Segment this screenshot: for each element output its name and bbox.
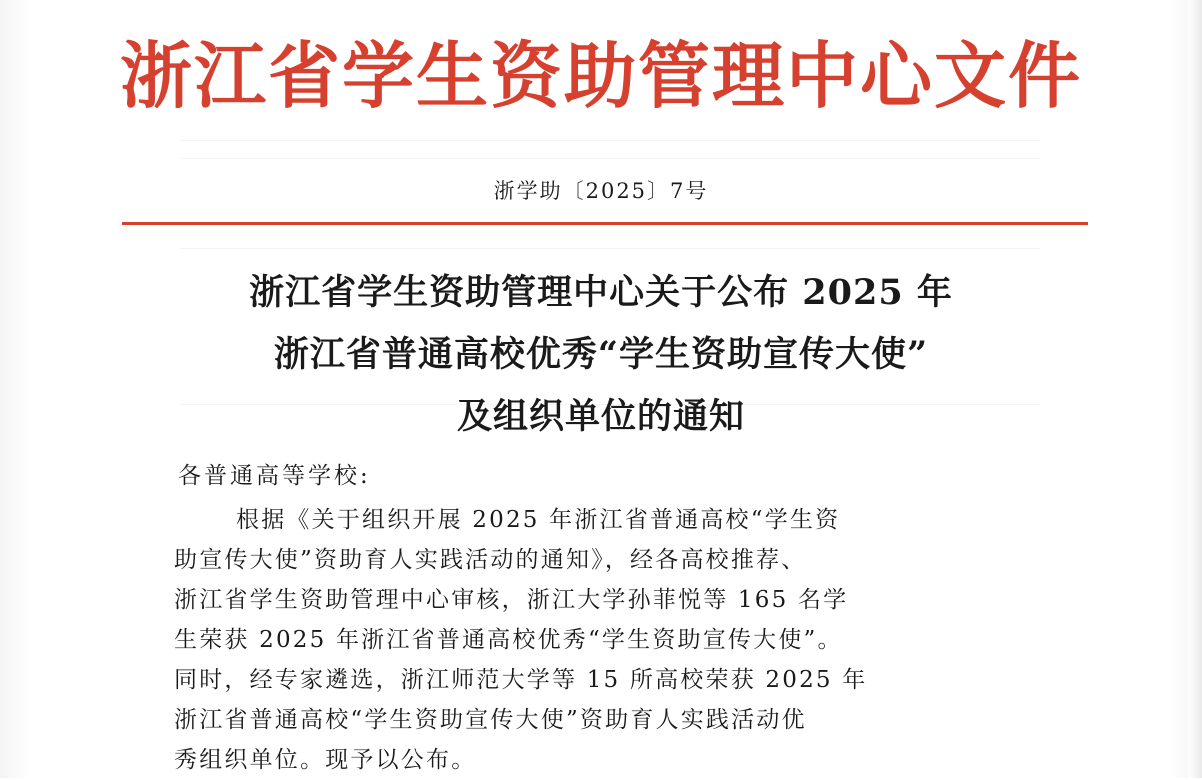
notice-title-line: 及组织单位的通知	[456, 396, 745, 437]
salutation: 各普通高等学校:	[178, 463, 371, 489]
body-line: 根据《关于组织开展 2025 年浙江省普通高校“学生资	[236, 507, 841, 533]
body-line: 秀组织单位。现予以公布。	[174, 747, 477, 773]
document-header-title: 浙江省学生资助管理中心文件	[119, 34, 1082, 118]
notice-title	[0, 262, 1202, 448]
bleed-through-line	[180, 158, 1040, 159]
red-divider-line	[122, 222, 1088, 225]
notice-title-line: 浙江省学生资助管理中心关于公布 2025 年	[249, 272, 953, 313]
body-line: 助宣传大使”资助育人实践活动的通知》，经各高校推荐、	[174, 547, 807, 573]
bleed-through-line	[180, 140, 1040, 141]
notice-title-line: 浙江省普通高校优秀“学生资助宣传大使”	[273, 334, 929, 375]
page-edge-shadow	[1188, 0, 1202, 778]
bleed-through-line	[180, 248, 1040, 249]
document-number: 浙学助〔2025〕7号	[493, 179, 709, 203]
body-line: 同时，经专家遴选，浙江师范大学等 15 所高校荣获 2025 年	[174, 667, 868, 693]
body-paragraph	[174, 500, 1014, 780]
body-line: 浙江省学生资助管理中心审核，浙江大学孙菲悦等 165 名学	[174, 587, 849, 613]
body-line: 生荣获 2025 年浙江省普通高校优秀“学生资助宣传大使”。	[174, 627, 843, 653]
body-line: 浙江省普通高校“学生资助宣传大使”资助育人实践活动优	[174, 707, 807, 733]
